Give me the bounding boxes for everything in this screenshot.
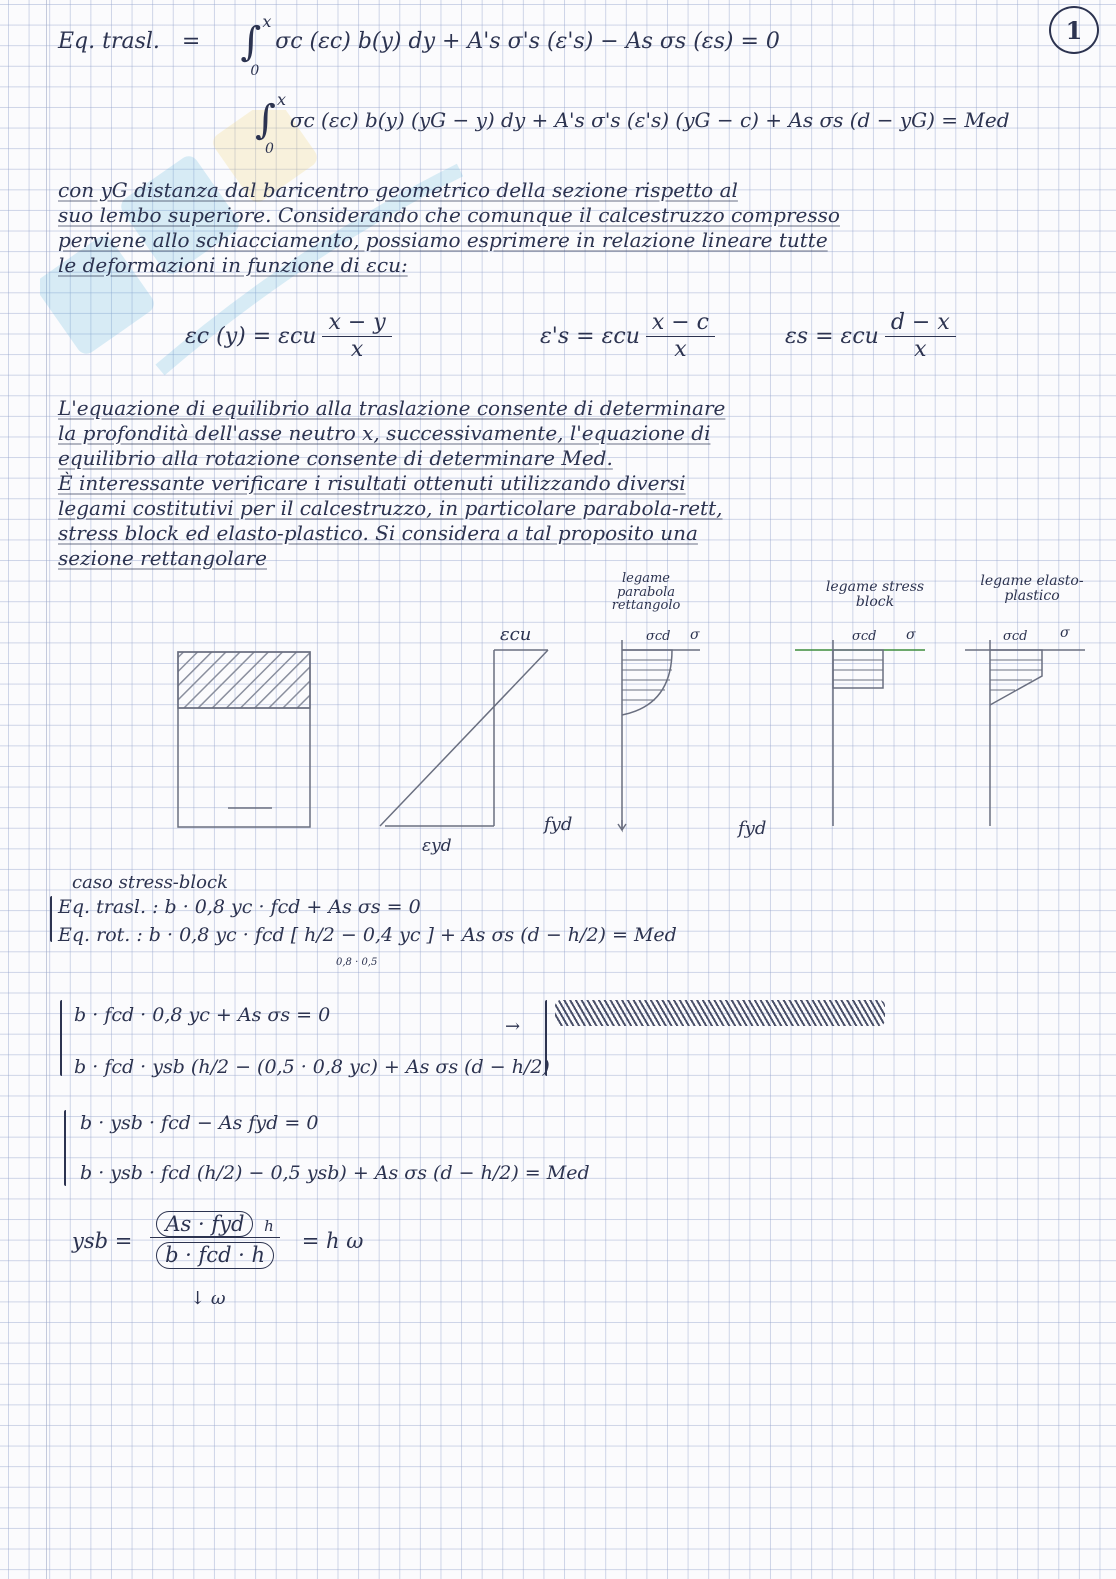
numerator: d − x bbox=[885, 312, 956, 337]
arrow: → bbox=[505, 1016, 521, 1037]
label-sigma: σ bbox=[1060, 625, 1070, 641]
text-line: le deformazioni in funzione di εcu: bbox=[58, 253, 408, 277]
text-line: L'equazione di equilibrio alla traslazione consente di determinare bbox=[58, 396, 726, 420]
formula-rhs: = h ω bbox=[301, 1229, 364, 1253]
denominator: x bbox=[674, 337, 687, 362]
formula-lhs: ε's = εcu bbox=[540, 323, 640, 349]
small-note: 0,8 · 0,5 bbox=[336, 957, 378, 968]
equals-sign: = bbox=[181, 29, 201, 54]
denominator-circled: b · fcd · h bbox=[156, 1242, 274, 1269]
paragraph-equilibrium bbox=[58, 396, 1098, 571]
brace bbox=[545, 1000, 547, 1076]
integral-lower: 0 bbox=[250, 63, 260, 79]
system2-line2: b · ysb · fcd (h/2) − 0,5 ysb) + As σs (d − h/2) = Med bbox=[80, 1162, 590, 1184]
brace bbox=[64, 1110, 66, 1186]
fraction bbox=[322, 312, 391, 361]
fraction bbox=[885, 312, 956, 361]
integral-upper: x bbox=[277, 90, 287, 109]
rectangular-section bbox=[178, 652, 310, 827]
elasto-plastic-diagram bbox=[965, 640, 1085, 826]
text-line: suo lembo superiore. Considerando che comunque il calcestruzzo compresso bbox=[58, 203, 840, 227]
case-heading: caso stress-block bbox=[72, 872, 228, 893]
text-line: la profondità dell'asse neutro x, successivamente, l'equazione di bbox=[58, 421, 711, 445]
label-parabola-rectangle: legame parabola rettangolo bbox=[611, 571, 681, 614]
paragraph-intro bbox=[58, 178, 1098, 278]
text-line: È interessante verificare i risultati ottenuti utilizzando diversi bbox=[58, 471, 686, 495]
equation-body: σc (εc) b(y) dy + A's σ's (ε's) − As σs (εs) = 0 bbox=[275, 29, 780, 54]
label-fyd: fyd bbox=[738, 818, 767, 839]
label-sigma-cd: σcd bbox=[646, 629, 671, 644]
brace bbox=[60, 1000, 62, 1076]
scribbled-out-text bbox=[555, 1000, 885, 1026]
system2-line1: b · ysb · fcd − As fyd = 0 bbox=[80, 1112, 319, 1134]
parabola-rectangle-diagram bbox=[618, 640, 700, 830]
denominator: x bbox=[914, 337, 927, 362]
equation-translation-sb: Eq. trasl. : b · 0,8 yc · fcd + As σs = 0 bbox=[58, 896, 421, 918]
denominator: x bbox=[350, 337, 364, 362]
text-line: perviene allo schiacciamento, possiamo esprimere in relazione lineare tutte bbox=[58, 228, 828, 252]
ysb-formula bbox=[72, 1214, 363, 1269]
fraction bbox=[150, 1214, 279, 1269]
equation-label: Eq. trasl. bbox=[58, 29, 160, 54]
label-sigma: σ bbox=[906, 627, 916, 643]
fraction bbox=[646, 312, 715, 361]
system1-line2: b · fcd · ysb (h/2 − (0,5 · 0,8 yc) + As σs (d − h/2) bbox=[74, 1056, 550, 1078]
stress-block-diagram bbox=[795, 640, 925, 826]
strain-formula-concrete bbox=[185, 312, 398, 361]
integral-upper: x bbox=[262, 12, 272, 31]
equation-translation bbox=[58, 12, 780, 79]
label-ecu: εcu bbox=[500, 624, 532, 645]
text-line: legami costitutivi per il calcestruzzo, in particolare parabola-rett, bbox=[58, 496, 723, 520]
strain-formula-compressed-steel bbox=[540, 312, 721, 361]
numerator: x − c bbox=[646, 312, 715, 337]
text-line: con yG distanza dal baricentro geometrico della sezione rispetto al bbox=[58, 178, 738, 202]
text-line: equilibrio alla rotazione consente di determinare Med. bbox=[58, 446, 613, 470]
integral-sign: ∫ x 0 bbox=[240, 12, 272, 79]
formula-lhs: εc (y) = εcu bbox=[185, 323, 317, 349]
system1-line1: b · fcd · 0,8 yc + As σs = 0 bbox=[74, 1004, 331, 1026]
strain-formula-tensile-steel bbox=[785, 312, 962, 361]
page-number-badge: 1 bbox=[1049, 6, 1099, 54]
omega-label: ω bbox=[210, 1288, 226, 1309]
label-sigma-cd: σcd bbox=[852, 629, 877, 644]
equation-rotation-sb: Eq. rot. : b · 0,8 yc · fcd [ h/2 − 0,4 yc ] + As σs (d − h/2) = Med bbox=[58, 924, 677, 946]
brace bbox=[50, 896, 52, 942]
text-line: sezione rettangolare bbox=[58, 546, 267, 570]
numerator: x − y bbox=[322, 312, 391, 337]
integral-lower: 0 bbox=[265, 141, 274, 157]
label-sigma-cd: σcd bbox=[1003, 629, 1028, 644]
text-line: stress block ed elasto-plastico. Si considera a tal proposito una bbox=[58, 521, 698, 545]
numerator bbox=[150, 1214, 279, 1238]
strain-diagram bbox=[380, 650, 548, 826]
equation-body: σc (εc) b(y) (yG − y) dy + A's σ's (ε's) (yG − c) + As σs (d − yG) = Med bbox=[289, 108, 1010, 132]
formula-lhs: ysb = bbox=[72, 1229, 133, 1253]
label-stress-block: legame stress block bbox=[825, 579, 925, 610]
numerator-h: h bbox=[264, 1217, 274, 1235]
label-fyd: fyd bbox=[544, 814, 573, 835]
formula-lhs: εs = εcu bbox=[785, 323, 879, 349]
numerator-circled: As · fyd bbox=[156, 1211, 253, 1237]
label-eyd: εyd bbox=[422, 836, 452, 856]
label-sigma: σ bbox=[690, 627, 700, 643]
omega-arrow: ↓ ω bbox=[190, 1288, 226, 1309]
label-elasto-plastic: legame elasto-plastico bbox=[980, 573, 1084, 604]
equation-rotation bbox=[255, 90, 1010, 157]
integral-sign: ∫ x 0 bbox=[255, 90, 287, 157]
